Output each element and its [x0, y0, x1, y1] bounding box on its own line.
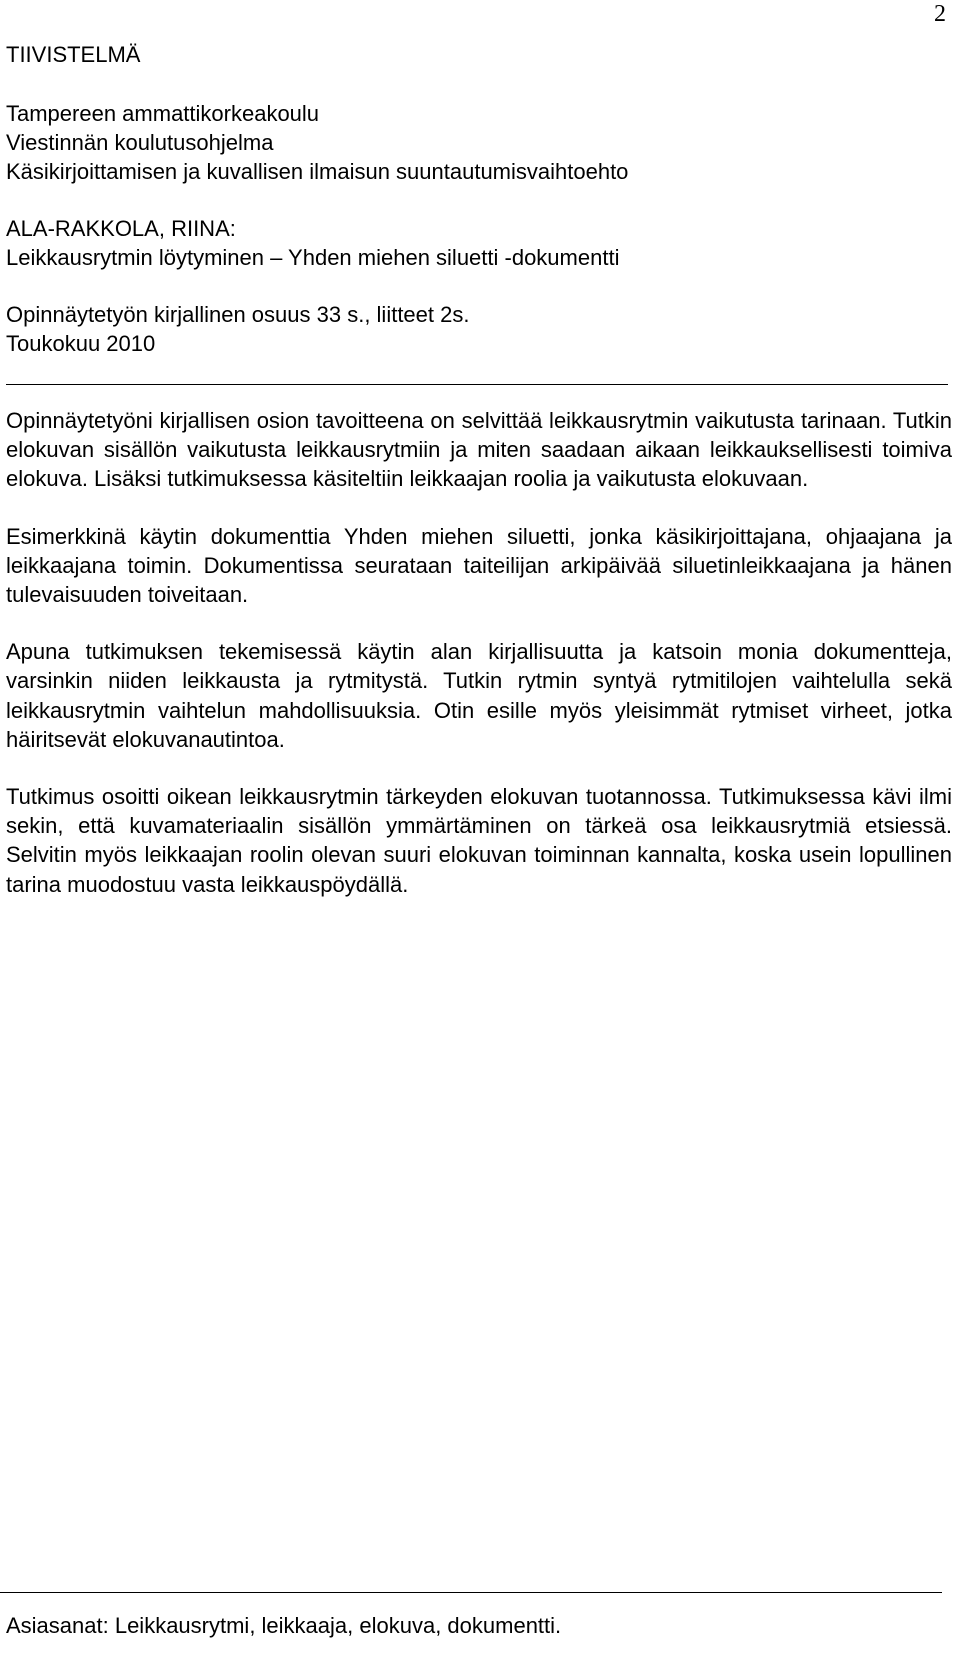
author-title-block	[6, 214, 952, 272]
school-name: Tampereen ammattikorkeakoulu	[6, 101, 320, 126]
author-name: ALA-RAKKOLA, RIINA:	[6, 216, 236, 241]
bottom-divider	[0, 1592, 942, 1593]
abstract-paragraph-2: Esimerkkinä käytin dokumenttia Yhden miehen siluetti, jonka käsikirjoittajana, ohjaajana ja leikkaajana toimin. Dokumentissa seurataan taiteilijan arkipäivää siluetinleikkaajana ja hänen tulevaisuuden toiveitaan.	[6, 523, 952, 608]
page-number: 2	[934, 1, 946, 27]
specialization-name: Käsikirjoittamisen ja kuvallisen ilmaisun suuntautumisvaihtoehto	[6, 159, 629, 184]
thesis-extent: Opinnäytetyön kirjallinen osuus 33 s., liitteet 2s.	[6, 302, 470, 327]
keywords-line: Asiasanat: Leikkausrytmi, leikkaaja, elokuva, dokumentti.	[6, 1613, 562, 1638]
abstract-paragraph-1: Opinnäytetyöni kirjallisen osion tavoitteena on selvittää leikkausrytmin vaikutusta tarinaan. Tutkin elokuvan sisällön vaikutusta leikkausrytmiin ja miten saadaan aikaan leikkauksellisesti toimiva elokuva. Lisäksi tutkimuksessa käsiteltiin leikkaajan roolia ja vaikutusta elokuvaan.	[6, 408, 952, 492]
program-name: Viestinnän koulutusohjelma	[6, 130, 274, 155]
thesis-date: Toukokuu 2010	[6, 331, 156, 356]
keywords-section	[0, 1592, 946, 1640]
page-title: TIIVISTELMÄ	[6, 42, 141, 67]
abstract-paragraph-4: Tutkimus osoitti oikean leikkausrytmin tärkeyden elokuvan tuotannossa. Tutkimuksessa kävi ilmi sekin, että kuvamateriaalin sisällön ymmärtäminen on tärkeä osa leikkausrytmiä etsiessä. Selvitin myös leikkaajan roolin olevan suuri elokuvan toiminnan kannalta, koska usein lopullinen tarina muodostuu vasta leikkauspöydällä.	[6, 784, 952, 897]
institution-block	[6, 99, 952, 186]
abstract-content	[6, 40, 952, 927]
top-divider	[6, 384, 948, 385]
abstract-paragraph-3: Apuna tutkimuksen tekemisessä käytin alan kirjallisuutta ja katsoin monia dokumentteja, varsinkin niiden leikkausta ja rytmitystä. Tutkin rytmin syntyä rytmitilojen vaihtelulla sekä leikkausrytmin vaihtelun mahdollisuuksia. Otin esille myös yleisimmät rytmiset virheet, jotka häiritsevät elokuvanautintoa.	[6, 639, 952, 752]
thesis-title: Leikkausrytmin löytyminen – Yhden miehen siluetti -dokumentti	[6, 245, 620, 270]
details-block	[6, 300, 952, 358]
